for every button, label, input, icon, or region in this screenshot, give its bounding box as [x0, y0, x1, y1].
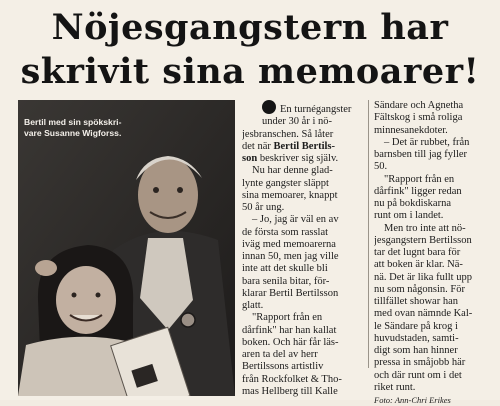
photo-credit: Foto: Ann-Chri Erikes: [374, 395, 451, 405]
caption-line: vare Susanne Wigforss.: [24, 127, 122, 138]
column-line: klarar Bertil Bertilsson: [242, 287, 339, 299]
article-photo: [18, 100, 235, 396]
headline-line-2: skrivit sina memoarer!: [20, 51, 480, 92]
column-line: innan 50, men jag ville: [242, 251, 339, 262]
column-line: [242, 153, 362, 165]
line-text: beskriver sig själv.: [259, 153, 339, 164]
headline: [0, 6, 500, 94]
column-line: 50.: [374, 161, 388, 173]
column-line: inte att det skulle bli: [242, 263, 328, 275]
column-line: glatt.: [242, 300, 264, 311]
column-line: huvudstaden, samti-: [374, 332, 459, 344]
column-line: iväg med memoarerna: [242, 238, 336, 250]
column-line: med ovan nämnde Kal-: [374, 308, 473, 320]
column-line: tar det lugnt bara för: [374, 247, 461, 258]
column-line: "Rapport från en: [384, 173, 455, 185]
column-line: Sändare och Agnetha: [374, 100, 464, 111]
column-divider: [368, 100, 369, 368]
column-line: [242, 100, 362, 116]
headline-line-1: Nöjesgangstern har: [51, 7, 449, 48]
column-line: dårfink" ligger redan: [374, 185, 462, 197]
photo-illustration: [18, 100, 235, 396]
line-text: En turnégangster: [280, 104, 352, 115]
bold-name: son: [242, 153, 258, 164]
column-line: nu på bokdiskarna: [374, 198, 451, 209]
bullet-dot: [262, 100, 276, 114]
column-line: Nu har denne glad-: [252, 165, 333, 177]
column-line: riket runt.: [374, 381, 416, 393]
column-line: tillfället showar han: [374, 296, 458, 307]
column-line: de första som rasslat: [242, 226, 329, 238]
article-column-2: [374, 100, 494, 406]
column-line: nu som någonsin. För: [374, 283, 466, 295]
column-line: Men tro inte att nö-: [384, 222, 466, 234]
column-line: Bertilssons artistliv: [242, 361, 324, 373]
column-line: att boken är klar. Nä-: [374, 259, 463, 271]
column-line: boken. Och här får läs-: [242, 336, 339, 348]
column-line: barnsben till jag fyller: [374, 149, 468, 160]
column-line: dårfink" har han kallat: [242, 324, 337, 336]
photo-caption: [24, 117, 164, 138]
column-line: "Rapport från en: [252, 312, 323, 324]
column-line: bara senila bitar, för-: [242, 275, 330, 287]
column-line: från Rockfolket & Tho-: [242, 373, 342, 385]
column-line: sina memoarer, knappt: [242, 189, 338, 201]
column-line: Fältskog i små roliga: [374, 112, 463, 124]
column-line: minnesanekdoter.: [374, 124, 448, 136]
column-line: 50 år ung.: [242, 202, 285, 213]
column-line: digt som han hinner: [374, 345, 458, 356]
column-line: le Sändare på krog i: [374, 320, 458, 332]
column-line: under 30 år i nö-: [262, 116, 332, 128]
column-line: pressa in småjobb här: [374, 357, 466, 369]
column-line: aren ta del av herr: [242, 349, 318, 360]
line-text: det när: [242, 140, 271, 152]
column-line: – Jo, jag är väl en av: [252, 214, 339, 226]
column-line: runt om i landet.: [374, 210, 444, 222]
column-line: mas Hellberg till Kalle: [242, 385, 338, 397]
column-line: jesbranschen. Så låter: [242, 128, 334, 140]
column-line: och där runt om i det: [374, 369, 462, 381]
bold-name: Bertil Bertils-: [273, 140, 336, 152]
caption-line: Bertil med sin spökskri-: [24, 117, 122, 127]
column-line: jesgangstern Bertilsson: [374, 234, 472, 246]
article-column-1: [242, 100, 362, 398]
column-line: lynte gangster släppt: [242, 177, 329, 189]
column-line: – Det är rubbet, från: [384, 136, 470, 148]
column-line: [242, 141, 362, 153]
column-line: nä. Det är lika fullt upp: [374, 271, 472, 283]
